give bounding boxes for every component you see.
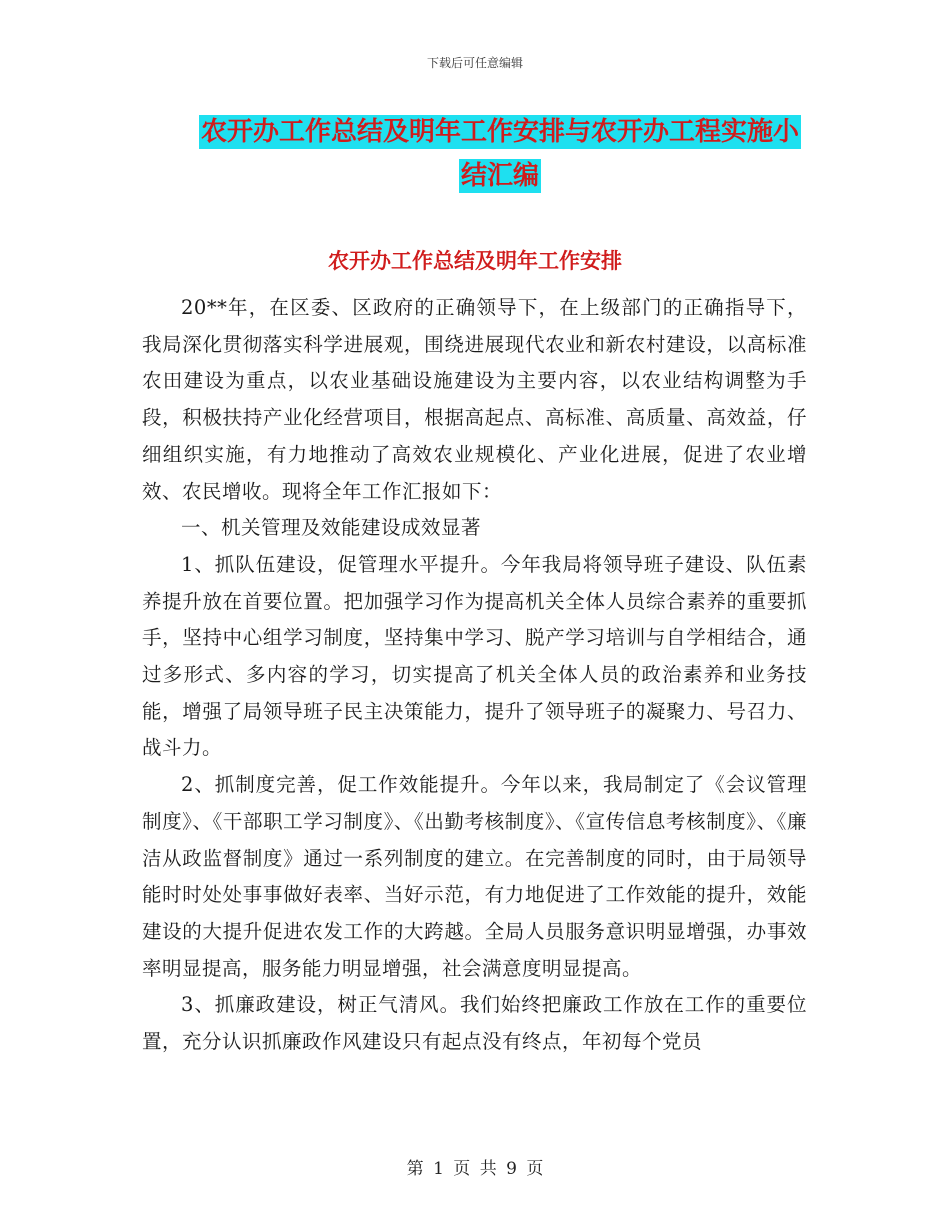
paragraph: 20**年，在区委、区政府的正确领导下，在上级部门的正确指导下，我局深化贯彻落实科学进展观，围绕进展现代农业和新农村建设，以高标准农田建设为重点，以农业基础设施建设为主要内容，以农业结构调整为手段，积极扶持产业化经营项目，根据高起点、高标准、高质量、高效益，仔细组织实施，有力地推动了高效农业规模化、产业化进展，促进了农业增效、农民增收。现将全年工作汇报如下： xyxy=(142,296,807,503)
section-heading: 一、机关管理及效能建设成效显著 xyxy=(181,516,482,540)
document-title-line-1: 农开办工作总结及明年工作安排与农开办工程实施小 xyxy=(200,117,799,147)
paragraph: 2、抓制度完善，促工作效能提升。今年以来，我局制定了《会议管理制度》、《干部职工学习制度》、《出勤考核制度》、《宣传信息考核制度》、《廉洁从政监督制度》通过一系列制度的建立。在完善制度的同时，由于局领导能时时处处事事做好表率、当好示范，有力地促进了工作效能的提升，效能建设的大提升促进农发工作的大跨越。全局人员服务意识明显增强，办事效率明显提高，服务能力明显增强，社会满意度明显提高。 xyxy=(142,773,807,980)
paragraph: 3、抓廉政建设，树正气清风。我们始终把廉政工作放在工作的重要位置，充分认识抓廉政作风建设只有起点没有终点，年初每个党员 xyxy=(142,993,807,1054)
page-number: 第 1 页 共 9 页 xyxy=(406,1159,544,1179)
document-title xyxy=(190,110,810,198)
document-body xyxy=(142,290,807,1061)
document-title-line-2: 结汇编 xyxy=(460,161,539,191)
header-note: 下载后可任意编辑 xyxy=(426,56,523,70)
paragraph: 1、抓队伍建设，促管理水平提升。今年我局将领导班子建设、队伍素养提升放在首要位置。把加强学习作为提高机关全体人员综合素养的重要抓手，坚持中心组学习制度，坚持集中学习、脱产学习培训与自学相结合，通过多形式、多内容的学习，切实提高了机关全体人员的政治素养和业务技能，增强了局领导班子民主决策能力，提升了领导班子的凝聚力、号召力、战斗力。 xyxy=(142,552,807,760)
section-title: 农开办工作总结及明年工作安排 xyxy=(328,249,622,273)
